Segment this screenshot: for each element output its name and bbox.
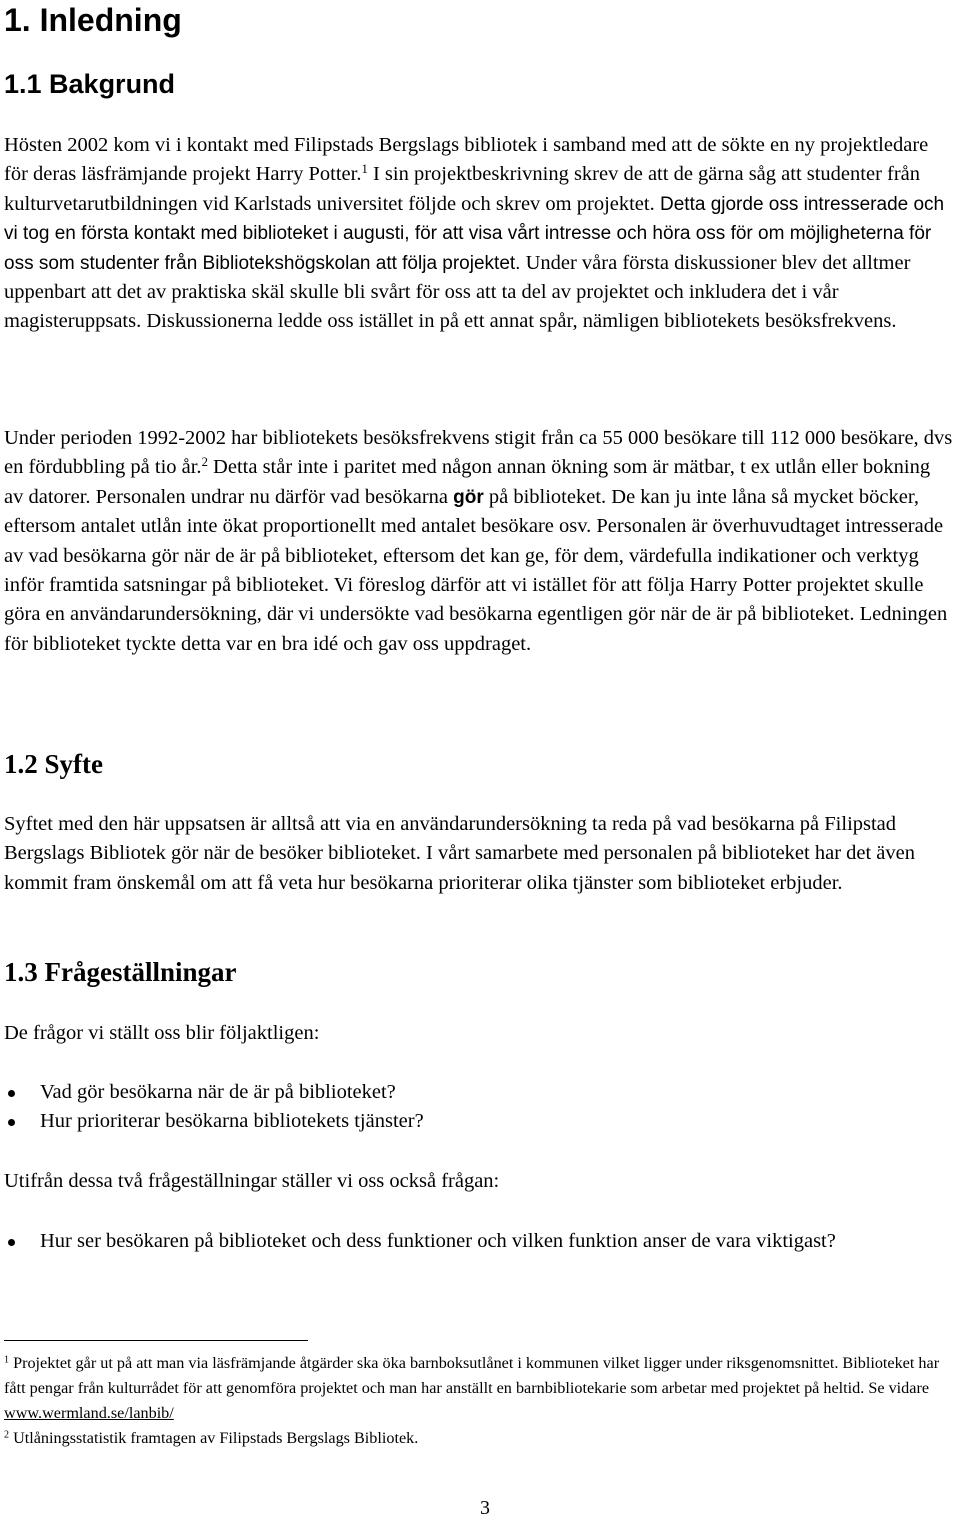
paragraph-syfte: Syftet med den här uppsatsen är alltså att via en användarundersökning ta reda på vad besökarna på Filipstad Bergslags Bibliotek gör när de besöker biblioteket. I vårt samarbete med personalen på biblioteket har det även kommit fram önskemål om att få veta hur besökarna prioriterar olika tjänster som biblioteket erbjuder. <box>4 813 916 894</box>
paragraph-bakgrund-1 <box>4 131 954 337</box>
list-item-text: Vad gör besökarna när de är på biblioteket? <box>40 1081 396 1103</box>
question-list-2 <box>4 1227 954 1256</box>
paragraph-text: Detta står inte i paritet med någon annan ökning som är mätbar, t ex utlån eller bokning av datorer. Personalen undrar nu därför vad besökarna <box>4 456 931 508</box>
footnote-ref-1[interactable]: 1 <box>361 162 368 177</box>
footnote-1 <box>4 1351 954 1426</box>
footnote-ref-2[interactable]: 2 <box>201 455 208 470</box>
chapter-heading: 1. Inledning <box>4 2 182 38</box>
list-item-text: Hur ser besökaren på biblioteket och dess funktioner och vilken funktion anser de vara viktigast? <box>40 1230 836 1252</box>
paragraph-text: Detta gjorde oss intresserade och vi tog en första kontakt med biblioteket i augusti, för att visa vårt intresse och höra oss för om möjligheterna för oss som studenter från Bibliotekshögskolan att följa projektet. <box>4 193 945 274</box>
paragraph-text: I sin projektbeskrivning skrev de att de gärna såg att studenter från kulturvetarutbildningen vid Karlstads universitet följde och skrev om projektet. <box>4 163 921 215</box>
footnote-2 <box>4 1426 954 1451</box>
bullet-icon <box>8 1090 15 1097</box>
paragraph-text: Diskussionerna ledde oss istället in på ett annat spår, nämligen bibliotekets besöksfrekvens. <box>141 310 897 333</box>
footnote-link[interactable]: www.wermland.se/lanbib/ <box>4 1404 174 1422</box>
footnote-number: 1 <box>4 1354 10 1366</box>
section-heading-bakgrund: 1.1 Bakgrund <box>4 69 176 99</box>
paragraph-fragestallningar-intro2: Utifrån dessa två frågeställningar ställer vi oss också frågan: <box>4 1170 500 1192</box>
footnote-number: 2 <box>4 1429 10 1441</box>
footnote-text: Projektet går ut på att man via läsfrämjande åtgärder ska öka barnboksutlånet i kommunen vilket ligger under riksgenomsnittet. Biblioteket har fått pengar från kulturrådet för att genomföra projektet och man har anställt en barnbibliotekarie som arbetar med projektet på heltid. Se vidare <box>4 1354 940 1397</box>
bullet-icon <box>8 1239 15 1246</box>
paragraph-text: Under våra första diskussioner blev det alltmer uppenbart att det av praktiska skäl skulle bli svårt för oss att ta del av projektet och inkludera det i vår magisteruppsats. <box>4 251 911 333</box>
footnote-text: Utlåningsstatistik framtagen av Filipstads Bergslags Bibliotek. <box>9 1429 419 1447</box>
bullet-icon <box>8 1119 15 1126</box>
footnote-separator <box>4 1340 308 1341</box>
list-item <box>4 1078 954 1107</box>
paragraph-fragestallningar-intro: De frågor vi ställt oss blir följaktligen: <box>4 1022 320 1044</box>
section-heading-syfte: 1.2 Syfte <box>4 749 103 779</box>
list-item <box>4 1107 954 1136</box>
paragraph-bakgrund-2 <box>4 424 954 659</box>
paragraph-text: Hösten 2002 kom vi i kontakt med Filipstads Bergslags bibliotek i samband med att de sökte en ny projektledare för deras läsfrämjande projekt Harry Potter. <box>4 134 929 186</box>
paragraph-text: Under perioden 1992-2002 har bibliotekets besöksfrekvens stigit från ca 55 000 besökare till 112 000 besökare, dvs en fördubbling på tio år. <box>4 427 953 479</box>
emphasis-text: gör <box>453 486 484 508</box>
list-item-text: Hur prioriterar besökarna bibliotekets tjänster? <box>40 1110 424 1133</box>
list-item <box>4 1227 954 1256</box>
paragraph-text: på biblioteket. De kan ju inte låna så mycket böcker, eftersom antalet utlån inte ökat proportionellt med antalet besökare osv. Personalen är överhuvudtaget intresserade av vad besökarna gör när de är på biblioteket, eftersom det kan ge, för dem, värdefulla indikationer och verktyg inför framtida satsningar på biblioteket. Vi föreslog därför att vi istället för att följa Harry Potter projektet skulle göra en användarundersökning, där vi undersökte vad besökarna egentligen gör när de är på biblioteket. Ledningen för biblioteket tyckte detta var en bra idé och gav oss uppdraget. <box>4 485 948 655</box>
question-list <box>4 1078 954 1137</box>
page-number: 3 <box>480 1497 490 1519</box>
section-heading-fragestallningar: 1.3 Frågeställningar <box>4 957 237 987</box>
